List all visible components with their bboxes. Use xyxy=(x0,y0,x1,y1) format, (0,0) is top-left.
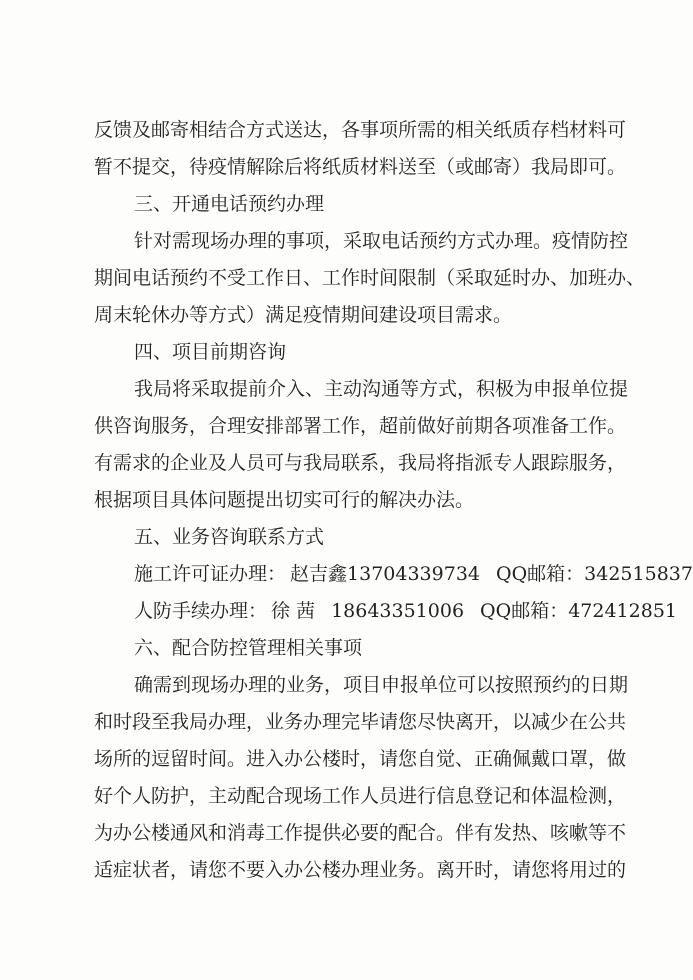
body-line: 反馈及邮寄相结合方式送达，各事项所需的相关纸质存档材料可 xyxy=(94,119,627,141)
contact-line-construction-permit xyxy=(94,556,693,593)
paragraph-line: 周末轮休办等方式）满足疫情期间建设项目需求。 xyxy=(94,304,513,326)
paragraph-line: 根据项目具体问题提出切实可行的解决办法。 xyxy=(94,489,475,511)
section-heading: 四、项目前期咨询 xyxy=(134,341,287,363)
paragraph-line: 和时段至我局办理，业务办理完毕请您尽快离开，以减少在公共 xyxy=(94,711,627,733)
contact-phone: 18643351006 xyxy=(331,600,465,622)
paragraph-line: 好个人防护，主动配合现场工作人员进行信息登记和体温检测， xyxy=(94,785,627,807)
qq-number: 472412851 xyxy=(568,600,677,622)
paragraph-line: 供咨询服务，合理安排部署工作，超前做好前期各项准备工作。 xyxy=(94,415,627,437)
qq-label: QQ邮箱： xyxy=(496,563,585,585)
contact-line-civil-defense xyxy=(94,593,677,630)
paragraph-line: 有需求的企业及人员可与我局联系，我局将指派专人跟踪服务， xyxy=(94,452,627,474)
paragraph-line: 确需到现场办理的业务，项目申报单位可以按照预约的日期 xyxy=(134,674,629,696)
section-heading: 六、配合防控管理相关事项 xyxy=(134,637,363,659)
contact-label: 人防手续办理： xyxy=(134,600,268,622)
body-line: 暂不提交，待疫情解除后将纸质材料送至（或邮寄）我局即可。 xyxy=(94,156,627,178)
paragraph-line: 我局将采取提前介入、主动沟通等方式，积极为申报单位提 xyxy=(134,378,629,400)
paragraph-line: 适症状者，请您不要入办公楼办理业务。离开时，请您将用过的 xyxy=(94,859,627,881)
paragraph-line: 期间电话预约不受工作日、工作时间限制（采取延时办、加班办、 xyxy=(94,267,646,289)
document-body xyxy=(94,112,693,889)
contact-name: 徐 茜 xyxy=(271,600,316,622)
paragraph-line: 场所的逗留时间。进入办公楼时，请您自觉、正确佩戴口罩，做 xyxy=(94,748,627,770)
qq-label: QQ邮箱： xyxy=(480,600,569,622)
paragraph-line: 为办公楼通风和消毒工作提供必要的配合。伴有发热、咳嗽等不 xyxy=(94,822,627,844)
qq-number: 342515837 xyxy=(584,563,693,585)
contact-phone: 13704339734 xyxy=(347,563,481,585)
section-heading: 三、开通电话预约办理 xyxy=(134,193,325,215)
contact-label: 施工许可证办理： xyxy=(134,563,287,585)
contact-name: 赵吉鑫 xyxy=(290,563,348,585)
section-heading: 五、业务咨询联系方式 xyxy=(134,526,325,548)
paragraph-line: 针对需现场办理的事项，采取电话预约方式办理。疫情防控 xyxy=(134,230,629,252)
